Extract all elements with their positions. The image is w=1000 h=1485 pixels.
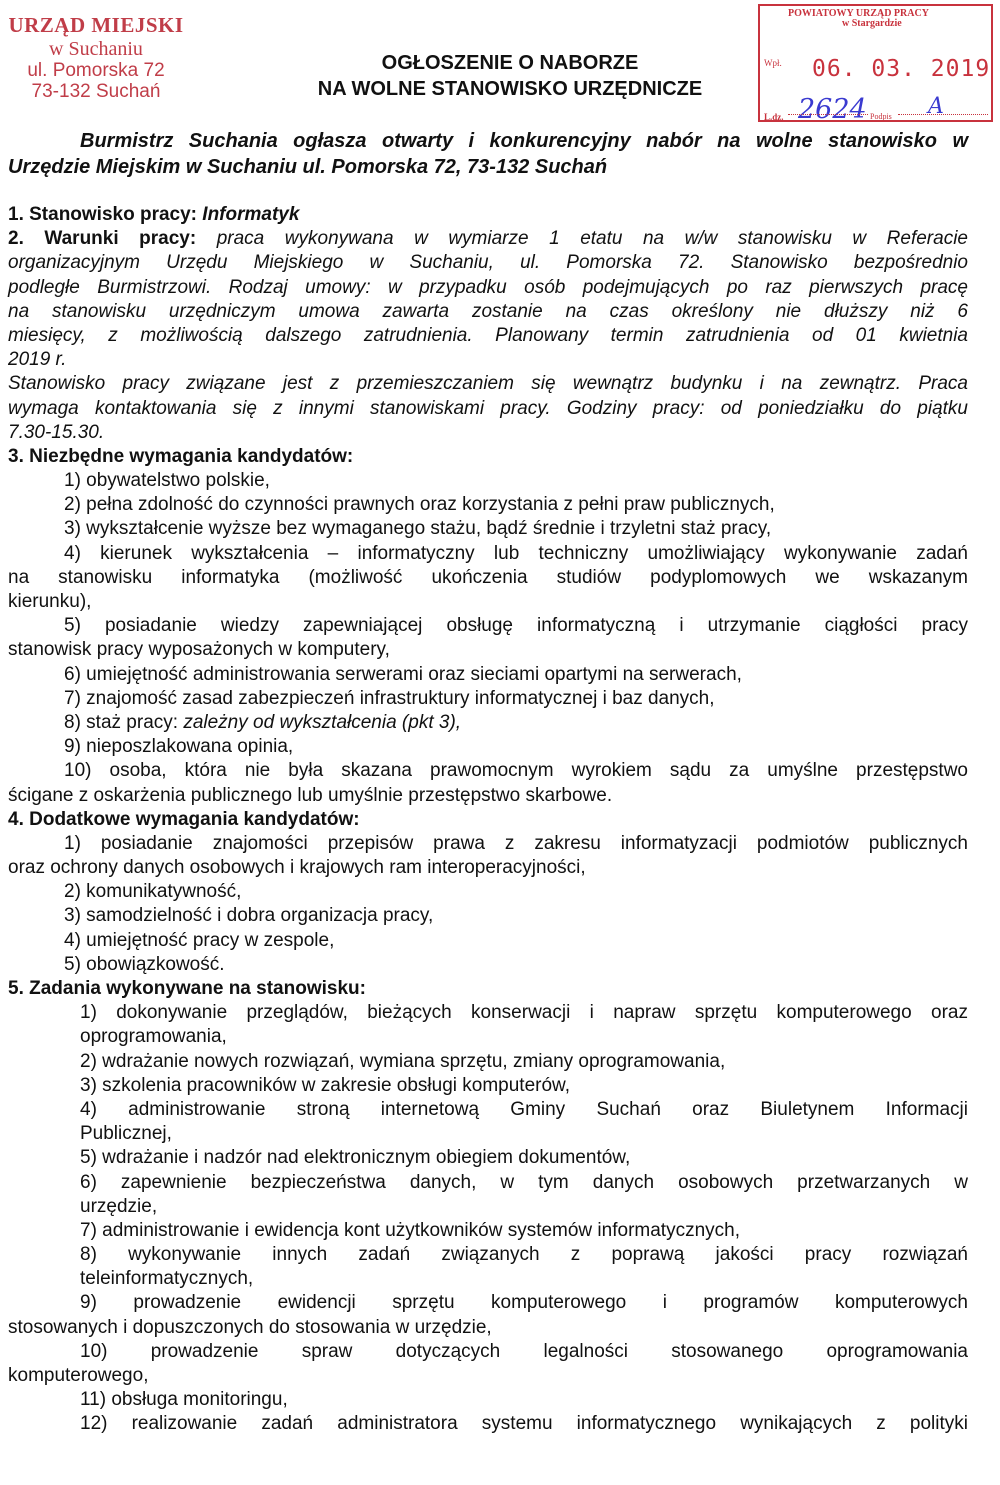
list-item: 5) wdrażanie i nadzór nad elektronicznym obiegiem dokumentów, — [80, 1147, 631, 1169]
section-2-line — [8, 372, 968, 396]
registry-stamp — [758, 4, 993, 125]
title-line: NA WOLNE STANOWISKO URZĘDNICZE — [317, 78, 703, 100]
list-item: 1) obywatelstwo polskie, — [64, 470, 270, 492]
office-stamp-line: 73-132 Suchań — [31, 81, 161, 103]
title-line: OGŁOSZENIE O NABORZE — [381, 52, 639, 74]
list-item: 12) realizowanie zadań administratora systemu informatycznego wynikających z polityki — [80, 1413, 968, 1435]
office-stamp — [0, 14, 196, 102]
intro-line: Burmistrz Suchania ogłasza otwarty i konkurencyjny nabór na wolne stanowisko w — [80, 130, 968, 152]
list-item: 7) znajomość zasad zabezpieczeń infrastruktury informatycznej i baz danych, — [64, 687, 715, 709]
list-item: 1) posiadanie znajomości przepisów prawa z zakresu informatyzacji podmiotów publicznych — [64, 832, 968, 854]
paragraph-text: miesięcy, z możliwością dalszego zatrudnienia. Planowany termin zatrudnienia od 01 kwietnia — [8, 324, 968, 346]
list-item: 3) szkolenia pracowników w zakresie obsługi komputerów, — [80, 1074, 571, 1096]
registry-stamp-dotted-line — [788, 114, 868, 115]
paragraph-text: wymaga kontaktowania się z innymi stanowiskami pracy. Godziny pracy: od poniedziałku do piątku — [8, 397, 968, 419]
list-item: 4) kierunek wykształcenia – informatyczny lub techniczny umożliwiający wykonywanie zadań — [64, 542, 968, 564]
section-heading: 2. Warunki pracy: — [8, 228, 197, 250]
document-body — [8, 203, 968, 1437]
list-item-cont: na stanowisku informatyka (możliwość ukończenia studiów podyplomowych we wskazanym — [8, 566, 968, 588]
section-2-line — [8, 397, 968, 421]
section-3-heading — [8, 445, 968, 469]
section-1 — [8, 203, 968, 227]
registry-stamp-ldz-label: L.dz. — [764, 112, 784, 122]
section-2-line — [8, 276, 968, 300]
list-item: 6) zapewnienie bezpieczeństwa danych, w tym danych osobowych przetwarzanych w — [80, 1171, 968, 1193]
list-item-cont: stosowanych i dopuszczonych do stosowania w urzędzie, — [8, 1316, 492, 1338]
registry-stamp-signature: A — [928, 94, 944, 119]
section-heading: 3. Niezbędne wymagania kandydatów: — [8, 445, 354, 467]
paragraph-text: 2019 r. — [8, 349, 67, 371]
list-item: 2) komunikatywność, — [64, 881, 242, 903]
section-2-line — [8, 300, 968, 324]
section-heading: 5. Zadania wykonywane na stanowisku: — [8, 978, 366, 999]
list-item: 4) administrowanie stroną internetową Gminy Suchań oraz Biuletynem Informacji — [80, 1098, 968, 1120]
list-item: 10) prowadzenie spraw dotyczących legalności stosowanego oprogramowania — [80, 1340, 968, 1362]
section-2-line — [8, 348, 968, 372]
list-item: 10) osoba, która nie była skazana prawomocnym wyrokiem sądu za umyślne przestępstwo — [64, 760, 968, 782]
office-stamp-line: w Suchaniu — [49, 37, 143, 60]
list-item: 7) administrowanie i ewidencja kont użytkowników systemów informatycznych, — [80, 1219, 740, 1241]
list-item-cont: oprogramowania, — [80, 1026, 227, 1048]
list-item: 2) pełna zdolność do czynności prawnych oraz korzystania z pełni praw publicznych, — [64, 494, 775, 516]
list-item-cont: oraz ochrony danych osobowych i krajowych ram interoperacyjności, — [8, 857, 586, 879]
position-name: Informatyk — [202, 204, 300, 225]
registry-stamp-podpis-label: Podpis — [870, 112, 892, 121]
section-4-heading — [8, 808, 968, 832]
section-2-line — [8, 421, 968, 445]
list-item: 4) umiejętność pracy w zespole, — [64, 929, 335, 951]
registry-stamp-wp-label: Wpł. — [764, 58, 782, 68]
list-item-cont: ścigane z oskarżenia publicznego lub umyślnie przestępstwo skarbowe. — [8, 784, 613, 806]
paragraph-text: Stanowisko pracy związane jest z przemieszczaniem się wewnątrz budynku i na zewnątrz. Praca — [8, 373, 968, 395]
paragraph-text: 7.30-15.30. — [8, 421, 105, 443]
paragraph-text: organizacyjnym Urzędu Miejskiego w Suchaniu, ul. Pomorska 72. Stanowisko bezpośrednio — [8, 252, 968, 274]
section-5-heading — [8, 977, 968, 1001]
paragraph-text: na stanowisku urzędniczym umowa zawarta zostanie na czas określony nie dłuższy niż 6 — [8, 300, 968, 322]
office-stamp-line: URZĄD MIEJSKI — [8, 13, 184, 37]
intro-paragraph — [8, 128, 968, 180]
list-item: 3) samodzielność i dobra organizacja pracy, — [64, 905, 434, 927]
paragraph-text: praca wykonywana w wymiarze 1 etatu na w/w stanowisku w Referacie — [196, 228, 968, 250]
registry-stamp-subheader: w Stargardzie — [842, 18, 902, 29]
list-item: 6) umiejętność administrowania serwerami oraz sieciami opartymi na serwerach, — [64, 663, 742, 685]
list-item: 2) wdrażanie nowych rozwiązań, wymiana sprzętu, zmiany oprogramowania, — [80, 1050, 726, 1072]
section-2-line — [8, 324, 968, 348]
list-item — [8, 711, 968, 735]
list-item: 1) dokonywanie przeglądów, bieżących konserwacji i napraw sprzętu komputerowego oraz — [80, 1002, 968, 1024]
list-item-cont: kierunku), — [8, 591, 92, 612]
list-item-cont: stanowisk pracy wyposażonych w komputery, — [8, 639, 390, 661]
list-item-text: 8) staż pracy: — [64, 711, 184, 733]
section-2-line — [8, 251, 968, 275]
office-stamp-line: ul. Pomorska 72 — [27, 59, 165, 81]
list-item: 11) obsługa monitoringu, — [80, 1389, 288, 1411]
registry-stamp-number: 2624 — [798, 94, 867, 125]
list-item: 9) nieposzlakowana opinia, — [64, 736, 294, 758]
list-item-italic: zależny od wykształcenia (pkt 3), — [183, 711, 462, 733]
list-item: 8) wykonywanie innych zadań związanych z poprawą jakości pracy rozwiązań — [80, 1244, 968, 1266]
page-title — [260, 50, 760, 102]
list-item-cont: komputerowego, — [8, 1365, 149, 1386]
section-2-line — [8, 227, 968, 251]
intro-line: Urzędzie Miejskim w Suchaniu ul. Pomorska 72, 73-132 Suchań — [8, 156, 608, 178]
list-item-cont: teleinformatycznych, — [80, 1268, 254, 1290]
list-item: 3) wykształcenie wyższe bez wymaganego stażu, bądź średnie i trzyletni staż pracy, — [64, 518, 772, 540]
section-heading: 1. Stanowisko pracy: — [8, 204, 203, 225]
list-item-cont: urzędzie, — [80, 1195, 158, 1217]
section-heading: 4. Dodatkowe wymagania kandydatów: — [8, 808, 360, 830]
paragraph-text: podległe Burmistrzowi. Rodzaj umowy: w przypadku osób podejmujących po raz pierwszych pracę — [8, 276, 968, 298]
registry-stamp-header: POWIATOWY URZĄD PRACY — [788, 8, 929, 19]
list-item: 9) prowadzenie ewidencji sprzętu komputerowego i programów komputerowych — [80, 1292, 968, 1314]
list-item: 5) posiadanie wiedzy zapewniającej obsługę informatyczną i utrzymanie ciągłości pracy — [64, 615, 968, 637]
list-item-cont: Publicznej, — [80, 1123, 172, 1145]
registry-stamp-date: 06. 03. 2019 — [812, 56, 991, 82]
list-item: 5) obowiązkowość. — [64, 953, 225, 975]
